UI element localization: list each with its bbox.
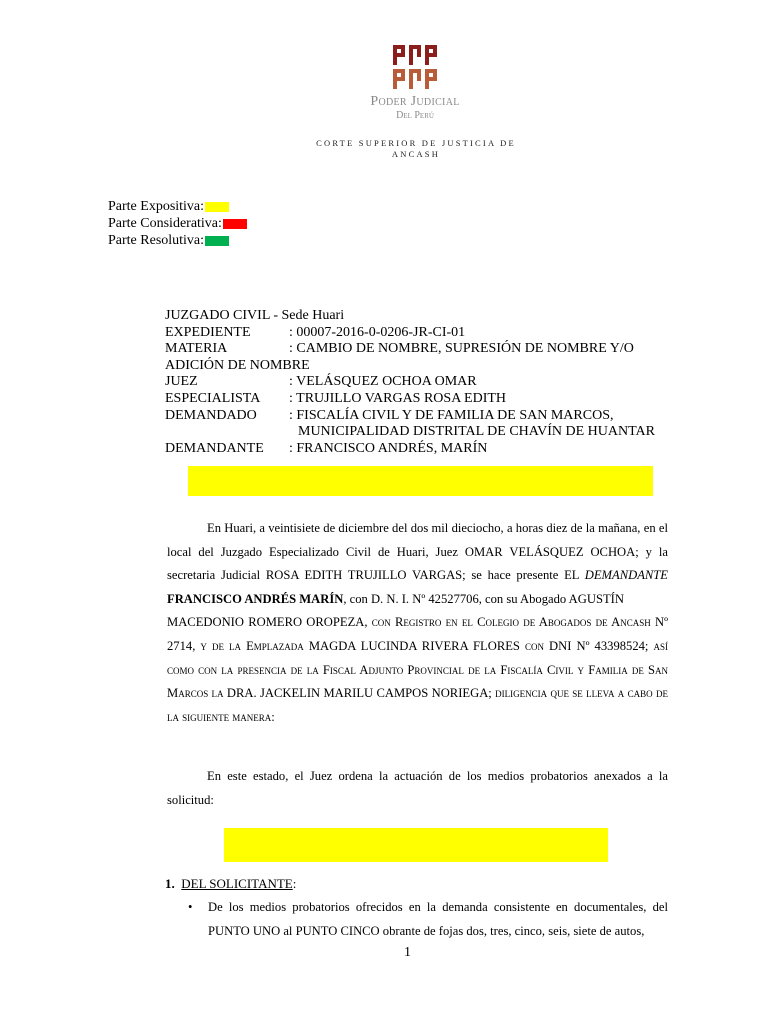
header-key: JUEZ bbox=[165, 374, 198, 390]
section-heading bbox=[165, 876, 296, 892]
p1-demandante-name: FRANCISCO ANDRÉS MARÍN bbox=[167, 591, 344, 606]
legend-label: Parte Considerativa: bbox=[108, 216, 222, 231]
header-row-demandante bbox=[165, 441, 685, 458]
header-row-materia bbox=[165, 341, 685, 358]
header-value: : CAMBIO DE NOMBRE, SUPRESIÓN DE NOMBRE Y/O bbox=[289, 341, 634, 357]
court-heading bbox=[300, 138, 532, 160]
header-key: EXPEDIENTE bbox=[165, 324, 251, 340]
header-key: DEMANDADO bbox=[165, 407, 257, 423]
page-number: 1 bbox=[404, 945, 411, 960]
bullet-text: De los medios probatorios ofrecidos en la demanda consistente en documentales, del PUNTO UNO al PUNTO CINCO obrante de fojas dos, tres, cinco, seis, siete de autos, bbox=[208, 900, 668, 938]
paragraph-diligencia bbox=[167, 517, 668, 729]
highlight-bar-yellow bbox=[188, 466, 653, 496]
court-line-1: CORTE SUPERIOR DE JUSTICIA DE bbox=[316, 138, 516, 148]
legend-swatch-green bbox=[205, 236, 229, 246]
bullet-symbol: • bbox=[188, 900, 193, 914]
p1-text-a: En Huari, a veintisiete de diciembre del dos mil dieciocho, a horas diez de la mañana, en el local del Juzgado Especializado Civil de Huari, Juez OMAR VELÁSQUEZ OCHOA; y la secretaria Judicial ROSA EDITH TRUJILLO VARGAS; se hace presente EL bbox=[167, 521, 668, 583]
section-colon: : bbox=[292, 876, 297, 891]
legend-resolutiva bbox=[108, 232, 247, 249]
header-row-juez bbox=[165, 374, 685, 391]
p1-demandante-label: DEMANDANTE bbox=[584, 568, 668, 583]
materia-continuation: ADICIÓN DE NOMBRE bbox=[165, 357, 310, 373]
court-line-2: ANCASH bbox=[391, 149, 441, 159]
header-key: ESPECIALISTA bbox=[165, 390, 261, 406]
header-key: MATERIA bbox=[165, 341, 228, 357]
header-row-demandado bbox=[165, 408, 685, 425]
legend-swatch-red bbox=[223, 219, 247, 229]
logo-subtitle: Del Perú bbox=[396, 110, 434, 121]
header-row-expediente bbox=[165, 325, 685, 342]
header-value: : 00007-2016-0-0206-JR-CI-01 bbox=[289, 324, 466, 340]
header-value: : TRUJILLO VARGAS ROSA EDITH bbox=[289, 390, 507, 406]
header-value: : FISCALÍA CIVIL Y DE FAMILIA DE SAN MARCOS, bbox=[289, 407, 614, 423]
bullet-list bbox=[188, 896, 668, 943]
legend-expositiva bbox=[108, 198, 247, 215]
poder-judicial-logo bbox=[392, 44, 440, 90]
demandado-continuation: MUNICIPALIDAD DISTRITAL DE CHAVÍN DE HUANTAR bbox=[298, 424, 655, 440]
p1-text-b: , con D. N. I. Nº 42527706, con su Abogado AGUSTÍN bbox=[343, 591, 624, 606]
court-line: JUZGADO CIVIL - Sede Huari bbox=[165, 308, 345, 323]
legend-considerativa bbox=[108, 215, 247, 232]
legend-label: Parte Expositiva: bbox=[108, 199, 205, 214]
header-row-especialista bbox=[165, 391, 685, 408]
logo-title: Poder Judicial bbox=[370, 94, 460, 109]
color-legend bbox=[108, 198, 247, 249]
paragraph-actuacion: En este estado, el Juez ordena la actuación de los medios probatorios anexados a la solicitud: bbox=[167, 769, 668, 807]
legend-label: Parte Resolutiva: bbox=[108, 233, 205, 248]
case-header bbox=[165, 308, 685, 457]
list-item bbox=[188, 896, 668, 943]
legend-swatch-yellow bbox=[205, 202, 229, 212]
header-value: : VELÁSQUEZ OCHOA OMAR bbox=[289, 374, 477, 390]
highlight-bar-yellow-2 bbox=[224, 828, 608, 862]
header-value: : FRANCISCO ANDRÉS, MARÍN bbox=[289, 440, 488, 456]
header-key: DEMANDANTE bbox=[165, 440, 264, 456]
section-title: DEL SOLICITANTE bbox=[181, 876, 293, 891]
p1-text-c: MACEDONIO ROMERO OROPEZA, con Registro en el Colegio de Abogados de Ancash Nº 2714, y de la Emplazada MAGDA LUCINDA RIVERA FLORES con DNI Nº 43398524; así como con la presencia de la Fiscal Adjunto Provincial de la Fiscalía Civil y Familia de San Marcos la DRA. JACKELIN MARILU CAMPOS NORIEGA; diligencia que se lleva a cabo de la siguiente manera: bbox=[167, 615, 668, 724]
demandado-continuation-row bbox=[165, 424, 685, 441]
section-number: 1. bbox=[165, 876, 175, 891]
